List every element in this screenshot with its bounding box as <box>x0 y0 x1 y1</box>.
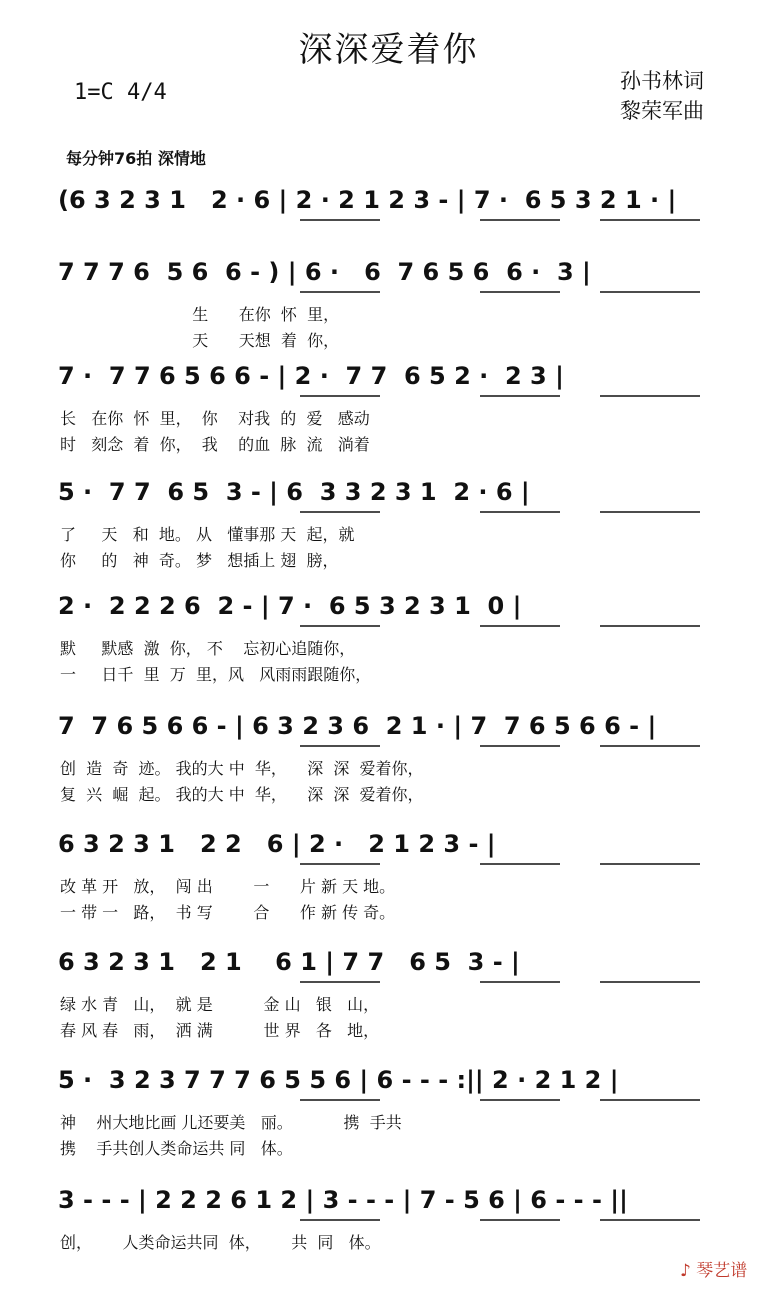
lyric-line: 你 的 神 奇。 梦 想插上 翅 膀， <box>60 551 339 570</box>
lyric-line: 默 默感 激 你， 不 忘初心追随你， <box>60 639 356 658</box>
lyric-line: 改 革 开 放， 闯 出 一 片 新 天 地。 <box>60 877 396 896</box>
lyric-line: 天 天想 着 你， <box>60 331 340 350</box>
lyric-line: 了 天 和 地。 从 懂事那 天 起，就 <box>60 525 355 544</box>
notation-row: 5 · 7 7 6 5 3 - | 6 3 3 2 3 1 2 · 6 | <box>58 478 530 506</box>
logo-text: 琴艺谱 <box>696 1261 748 1281</box>
lyric-line: 一 带 一 路， 书 写 合 作 新 传 奇。 <box>60 903 396 922</box>
lyric-line: 时 刻念 着 你， 我 的血 脉 流 淌着 <box>60 435 370 454</box>
notation-row: 3 - - - | 2 2 2 6 1 2 | 3 - - - | 7 - 5 6 | 6 - - - || <box>58 1186 628 1214</box>
lyricist: 孙书林词 <box>620 69 704 93</box>
notation-row: 7 7 7 6 5 6 6 - ) | 6 · 6 7 6 5 6 6 · 3 | <box>58 258 591 286</box>
lyric-line: 一 日千 里 万 里，风 风雨雨跟随你， <box>60 665 372 684</box>
lyric-line: 生 在你 怀 里， <box>60 305 340 324</box>
notation-row: 7 · 7 7 6 5 6 6 - | 2 · 7 7 6 5 2 · 2 3 | <box>58 362 564 390</box>
tempo-marking: 每分钟76拍 深情地 <box>66 149 206 168</box>
song-title: 深深爱着你 <box>298 30 479 70</box>
notation-row: 7 7 6 5 6 6 - | 6 3 2 3 6 2 1 · | 7 7 6 5 6 6 - | <box>58 712 657 740</box>
notation-row: 6 3 2 3 1 2 1 6 1 | 7 7 6 5 3 - | <box>58 948 520 976</box>
lyric-line: 携 手共创人类命运共 同 体。 <box>60 1139 293 1158</box>
lyric-line: 创 造 奇 迹。 我的大 中 华， 深 深 爱着你， <box>60 759 424 778</box>
notation-row: 5 · 3 2 3 7 7 7 6 5 5 6 | 6 - - - :|| 2 · 2 1 2 | <box>58 1066 619 1094</box>
logo-icon: ♪ <box>680 1261 691 1281</box>
lyric-line: 复 兴 崛 起。 我的大 中 华， 深 深 爱着你， <box>60 785 424 804</box>
lyric-line: 长 在你 怀 里， 你 对我 的 爱 感动 <box>60 409 370 428</box>
key-signature: 1=C 4/4 <box>74 80 167 105</box>
notation-row: (6 3 2 3 1 2 · 6 | 2 · 2 1 2 3 - | 7 · 6 5 3 2 1 · | <box>58 186 677 214</box>
lyric-line: 绿 水 青 山， 就 是 金 山 银 山， <box>60 995 380 1014</box>
lyric-line: 创， 人类命运共同 体， 共 同 体。 <box>60 1233 381 1252</box>
site-logo <box>680 1256 747 1281</box>
lyric-line: 春 风 春 雨， 洒 满 世 界 各 地， <box>60 1021 380 1040</box>
notation-row: 6 3 2 3 1 2 2 6 | 2 · 2 1 2 3 - | <box>58 830 496 858</box>
lyric-line: 神 州大地比画 儿还要美 丽。 携 手共 <box>60 1113 402 1132</box>
composer: 黎荣军曲 <box>620 99 704 123</box>
notation-row: 2 · 2 2 2 6 2 - | 7 · 6 5 3 2 3 1 0 | <box>58 592 522 620</box>
